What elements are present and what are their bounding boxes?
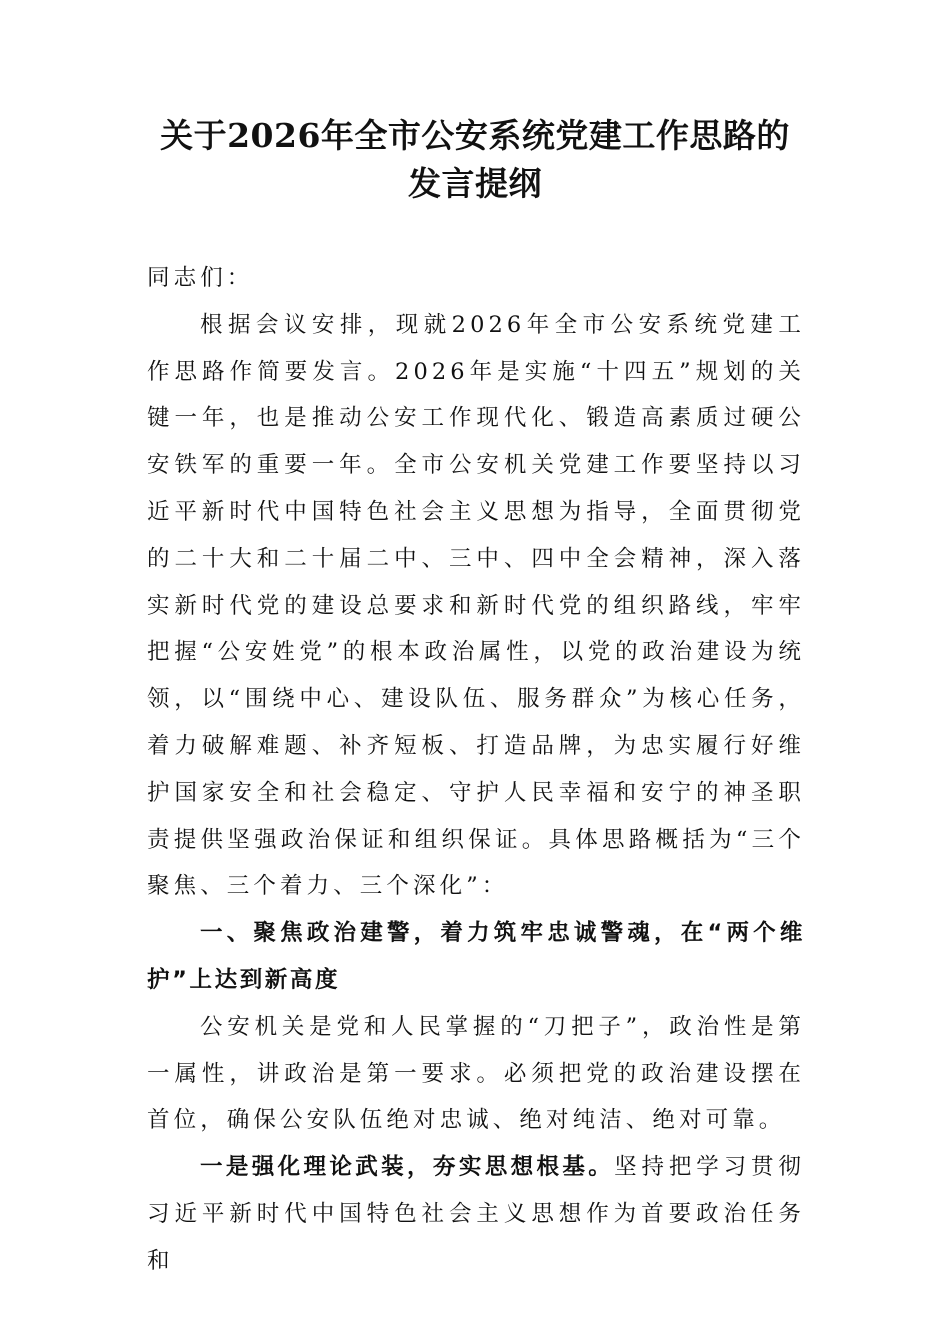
point-1-lead: 一是强化理论武装，夯实思想根基。	[200, 1154, 615, 1181]
paragraph-intro: 根据会议安排，现就2026年全市公安系统党建工作思路作简要发言。2026年是实施“十四五”规划的关键一年，也是推动公安工作现代化、锻造高素质过硬公安铁军的重要一年。全市公安机关党建工作要坚持以习近平新时代中国特色社会主义思想为指导，全面贯彻党的二十大和二十届二中、三中、四中全会精神，深入落实新时代党的建设总要求和新时代党的组织路线，牢牢把握“公安姓党”的根本政治属性，以党的政治建设为统领，以“围绕中心、建设队伍、服务群众”为核心任务，着力破解难题、补齐短板、打造品牌，为忠实履行好维护国家安全和社会稳定、守护人民幸福和安宁的神圣职责提供坚强政治保证和组织保证。具体思路概括为“三个聚焦、三个着力、三个深化”：	[147, 311, 805, 900]
point-1-text: 坚持把学习贯彻习近平新时代中国特色社会主义思想作为首要政治任务和	[147, 1154, 805, 1274]
paragraph-point-1	[147, 1144, 805, 1284]
salutation: 同志们：	[147, 265, 254, 291]
title-line-1: 关于2026年全市公安系统党建工作思路的	[160, 116, 790, 155]
title-line-2: 发言提纲	[408, 164, 542, 203]
paragraph-section-1: 公安机关是党和人民掌握的“刀把子”，政治性是第一属性，讲政治是第一要求。必须把党的政治建设摆在首位，确保公安队伍绝对忠诚、绝对纯洁、绝对可靠。	[147, 1013, 805, 1134]
document-body	[147, 255, 805, 1285]
document-title	[120, 112, 830, 208]
section-heading-1: 一、聚焦政治建警，着力筑牢忠诚警魂，在“两个维护”上达到新高度	[147, 920, 805, 993]
